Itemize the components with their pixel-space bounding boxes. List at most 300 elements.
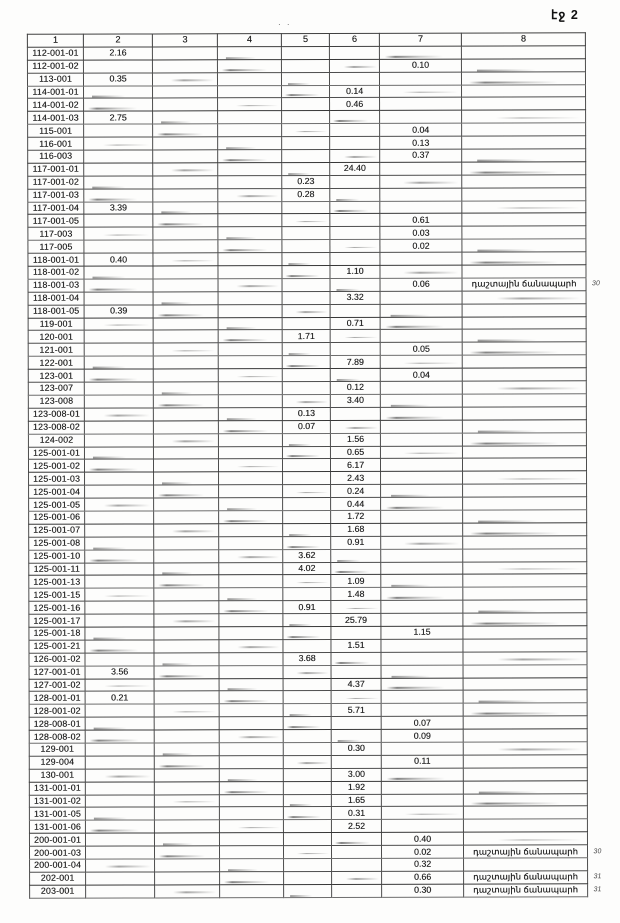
empty-cell (154, 794, 219, 807)
empty-cell (154, 846, 219, 859)
empty-cell (283, 794, 331, 807)
empty-cell (463, 639, 587, 652)
column-header: 8 (461, 33, 585, 46)
empty-cell (380, 110, 462, 123)
empty-cell (463, 536, 587, 549)
code-cell: 125-001-11 (29, 563, 85, 576)
margin-column (584, 33, 617, 46)
margin-note (585, 381, 618, 394)
column-header: 1 (27, 34, 83, 47)
empty-cell (219, 820, 283, 833)
empty-cell (379, 72, 461, 85)
empty-cell (220, 884, 284, 897)
empty-cell (380, 317, 462, 330)
empty-cell (153, 240, 218, 253)
value-cell: 6.17 (330, 459, 380, 472)
empty-cell (329, 72, 379, 85)
empty-cell (85, 550, 154, 563)
empty-cell (218, 407, 282, 420)
empty-cell (85, 537, 154, 550)
value-cell: 0.04 (380, 123, 462, 136)
margin-note (587, 858, 620, 871)
code-cell: 124-002 (28, 434, 84, 447)
empty-cell (283, 768, 331, 781)
empty-cell (284, 858, 332, 871)
empty-cell (464, 858, 588, 871)
empty-cell (219, 549, 283, 562)
empty-cell (282, 124, 330, 137)
margin-note (586, 574, 619, 587)
empty-cell (153, 266, 218, 279)
empty-cell (381, 562, 463, 575)
empty-cell (153, 343, 218, 356)
empty-cell (219, 472, 283, 485)
value-cell: 0.03 (380, 226, 462, 239)
empty-cell (380, 252, 462, 265)
margin-note (585, 200, 618, 213)
empty-cell (462, 420, 586, 433)
value-cell: 2.16 (83, 47, 152, 60)
empty-cell (380, 381, 462, 394)
value-cell: 0.06 (380, 278, 462, 291)
empty-cell (84, 163, 153, 176)
value-cell: 0.30 (382, 884, 464, 897)
margin-note (586, 548, 619, 561)
scan-smudge: · · (278, 20, 292, 29)
empty-cell (283, 472, 331, 485)
empty-cell (86, 885, 155, 898)
value-cell: 3.39 (84, 202, 153, 215)
empty-cell (153, 317, 218, 330)
margin-note (585, 342, 618, 355)
empty-cell (381, 807, 463, 820)
empty-cell (218, 317, 282, 330)
empty-cell (331, 652, 381, 665)
margin-note (586, 523, 619, 536)
empty-cell (283, 588, 331, 601)
margin-note (585, 175, 618, 188)
empty-cell (463, 497, 587, 510)
empty-cell (282, 253, 330, 266)
margin-note (586, 742, 619, 755)
empty-cell (85, 627, 154, 640)
empty-cell (154, 691, 219, 704)
value-cell: 1.65 (331, 794, 381, 807)
margin-note (586, 561, 619, 574)
empty-cell (462, 329, 586, 342)
empty-cell (282, 278, 330, 291)
empty-cell (283, 717, 331, 730)
empty-cell (84, 214, 153, 227)
value-cell: 0.44 (331, 497, 381, 510)
empty-cell (463, 510, 587, 523)
code-cell: 127-001-01 (29, 666, 85, 679)
empty-cell (381, 510, 463, 523)
empty-cell (153, 292, 218, 305)
empty-cell (282, 356, 330, 369)
empty-cell (219, 833, 283, 846)
value-cell: 5.71 (331, 704, 381, 717)
empty-cell (153, 356, 218, 369)
code-cell: 128-001-01 (29, 692, 85, 705)
empty-cell (218, 124, 282, 137)
empty-cell (461, 71, 585, 84)
margin-note (586, 600, 619, 613)
code-cell: 125-001-07 (29, 524, 85, 537)
empty-cell (219, 575, 283, 588)
value-cell: 0.37 (380, 149, 462, 162)
empty-cell (283, 510, 331, 523)
margin-note (586, 793, 619, 806)
code-cell: 129-001 (29, 743, 85, 756)
empty-cell (283, 755, 331, 768)
empty-cell (154, 562, 219, 575)
value-cell: 1.68 (331, 523, 381, 536)
empty-cell (283, 807, 331, 820)
empty-cell (282, 111, 330, 124)
margin-note (586, 613, 619, 626)
empty-cell (462, 368, 586, 381)
margin-note: 31 (592, 886, 602, 894)
empty-cell (85, 472, 154, 485)
empty-cell (153, 382, 218, 395)
value-cell: 1.15 (381, 626, 463, 639)
margin-note (586, 432, 619, 445)
empty-cell (218, 201, 282, 214)
value-cell: 0.10 (379, 59, 461, 72)
code-cell: 117-001-05 (28, 215, 84, 228)
value-cell: 2.43 (331, 472, 381, 485)
empty-cell (155, 859, 220, 872)
empty-cell (381, 781, 463, 794)
value-cell: 3.56 (85, 666, 154, 679)
code-cell: 125-001-13 (29, 576, 85, 589)
empty-cell (463, 613, 587, 626)
empty-cell (463, 652, 587, 665)
empty-cell (283, 704, 331, 717)
margin-note (585, 368, 618, 381)
empty-cell (218, 85, 282, 98)
empty-cell (463, 806, 587, 819)
empty-cell (283, 536, 331, 549)
empty-cell (462, 110, 586, 123)
value-cell: 25.79 (331, 613, 381, 626)
value-cell: 0.12 (330, 381, 380, 394)
empty-cell (283, 846, 331, 859)
empty-cell (330, 201, 380, 214)
code-cell: 123-008-01 (28, 408, 84, 421)
margin-note (587, 806, 620, 819)
empty-cell (330, 252, 380, 265)
note-cell: դաշտային ճանապարհ (464, 871, 588, 884)
empty-cell (282, 137, 330, 150)
empty-cell (463, 587, 587, 600)
code-cell: 131-001-01 (29, 782, 85, 795)
margin-note (585, 136, 618, 149)
code-cell: 123-008 (28, 395, 84, 408)
empty-cell (153, 124, 218, 137)
empty-cell (380, 304, 462, 317)
value-cell: 0.21 (85, 691, 154, 704)
empty-cell (85, 807, 154, 820)
code-cell: 114-001-02 (28, 99, 84, 112)
empty-cell (380, 433, 462, 446)
empty-cell (218, 343, 282, 356)
empty-cell (463, 832, 587, 845)
empty-cell (462, 265, 586, 278)
empty-cell (331, 626, 381, 639)
empty-cell (84, 395, 153, 408)
empty-cell (381, 549, 463, 562)
empty-cell (283, 665, 331, 678)
value-cell: 3.32 (330, 291, 380, 304)
column-header: 5 (281, 33, 329, 46)
empty-cell (380, 265, 462, 278)
code-cell: 128-008-02 (29, 730, 85, 743)
empty-cell (331, 691, 381, 704)
empty-cell (154, 820, 219, 833)
empty-cell (331, 562, 381, 575)
margin-note (585, 407, 618, 420)
value-cell: 0.05 (380, 343, 462, 356)
empty-cell (282, 266, 330, 279)
empty-cell (219, 807, 283, 820)
empty-cell (381, 523, 463, 536)
value-cell: 0.28 (282, 188, 330, 201)
empty-cell (220, 871, 284, 884)
empty-cell (332, 858, 382, 871)
code-cell: 118-001-04 (28, 292, 84, 305)
empty-cell (463, 703, 587, 716)
code-cell: 115-001 (28, 124, 84, 137)
empty-cell (154, 511, 219, 524)
empty-cell (381, 471, 463, 484)
empty-cell (282, 317, 330, 330)
empty-cell (463, 755, 587, 768)
code-cell: 112-001-02 (27, 60, 83, 73)
code-cell: 131-001-02 (29, 795, 85, 808)
margin-note (585, 123, 618, 136)
empty-cell (462, 200, 586, 213)
empty-cell (84, 318, 153, 331)
column-header: 7 (379, 33, 461, 46)
empty-cell (153, 137, 218, 150)
value-cell: 1.71 (282, 330, 330, 343)
empty-cell (155, 885, 220, 898)
empty-cell (219, 730, 283, 743)
empty-cell (154, 537, 219, 550)
column-header: 2 (83, 34, 152, 47)
empty-cell (85, 846, 154, 859)
empty-cell (154, 730, 219, 743)
value-cell: 0.91 (331, 536, 381, 549)
value-cell: 1.56 (330, 433, 380, 446)
empty-cell (85, 782, 154, 795)
empty-cell (153, 98, 218, 111)
empty-cell (380, 355, 462, 368)
empty-cell (154, 575, 219, 588)
empty-cell (330, 188, 380, 201)
empty-cell (381, 587, 463, 600)
empty-cell (462, 407, 586, 420)
empty-cell (84, 86, 153, 99)
empty-cell (330, 149, 380, 162)
value-cell: 1.48 (331, 588, 381, 601)
value-cell: 0.30 (331, 742, 381, 755)
value-cell: 0.39 (84, 305, 153, 318)
empty-cell (218, 266, 282, 279)
margin-note (585, 265, 618, 278)
margin-note (585, 329, 618, 342)
empty-cell (330, 175, 380, 188)
empty-cell (219, 846, 283, 859)
empty-cell (463, 600, 587, 613)
empty-cell (84, 176, 153, 189)
empty-cell (330, 111, 380, 124)
empty-cell (85, 833, 154, 846)
empty-cell (331, 833, 381, 846)
empty-cell (219, 485, 283, 498)
empty-cell (282, 382, 330, 395)
code-cell: 129-004 (29, 756, 85, 769)
empty-cell (84, 434, 153, 447)
code-cell: 123-007 (28, 382, 84, 395)
empty-cell (380, 291, 462, 304)
empty-cell (462, 187, 586, 200)
margin-note (586, 755, 619, 768)
empty-cell (85, 601, 154, 614)
empty-cell (154, 653, 219, 666)
margin-note (585, 316, 618, 329)
empty-cell (154, 769, 219, 782)
code-cell: 125-001-03 (29, 472, 85, 485)
value-cell: 0.40 (84, 253, 153, 266)
margin-note (586, 484, 619, 497)
table-body (27, 46, 618, 898)
code-cell: 117-001-04 (28, 202, 84, 215)
margin-note (585, 110, 618, 123)
empty-cell (154, 627, 219, 640)
empty-cell (153, 420, 218, 433)
empty-cell (330, 330, 380, 343)
margin-note (585, 71, 618, 84)
empty-cell (218, 369, 282, 382)
value-cell: 0.66 (382, 871, 464, 884)
empty-cell (282, 201, 330, 214)
empty-cell (218, 137, 282, 150)
value-cell: 1.51 (331, 639, 381, 652)
empty-cell (462, 458, 586, 471)
empty-cell (462, 445, 586, 458)
value-cell: 3.68 (283, 652, 331, 665)
empty-cell (331, 601, 381, 614)
value-cell: 0.13 (282, 407, 330, 420)
margin-note (585, 303, 618, 316)
empty-cell (85, 640, 154, 653)
empty-cell (282, 369, 330, 382)
empty-cell (85, 730, 154, 743)
empty-cell (152, 72, 217, 85)
empty-cell (153, 163, 218, 176)
empty-cell (84, 227, 153, 240)
margin-note (586, 729, 619, 742)
empty-cell (154, 472, 219, 485)
page-number: էջ 2 (551, 8, 579, 22)
empty-cell (381, 678, 463, 691)
code-cell: 125-001-01 (28, 447, 84, 460)
value-cell: 0.02 (381, 845, 463, 858)
empty-cell (219, 704, 283, 717)
empty-cell (84, 137, 153, 150)
value-cell: 0.91 (283, 601, 331, 614)
value-cell: 0.65 (330, 446, 380, 459)
code-cell: 127-001-02 (29, 679, 85, 692)
code-cell: 200-001-03 (29, 846, 85, 859)
empty-cell (85, 575, 154, 588)
value-cell: 1.92 (331, 781, 381, 794)
empty-cell (381, 639, 463, 652)
empty-cell (83, 60, 152, 73)
empty-cell (462, 162, 586, 175)
empty-cell (152, 47, 217, 60)
empty-cell (380, 201, 462, 214)
empty-cell (463, 471, 587, 484)
empty-cell (219, 743, 283, 756)
empty-cell (380, 330, 462, 343)
empty-cell (153, 176, 218, 189)
empty-cell (218, 214, 282, 227)
empty-cell (330, 136, 380, 149)
empty-cell (218, 163, 282, 176)
empty-cell (154, 704, 219, 717)
value-cell: 0.14 (330, 85, 380, 98)
empty-cell (219, 781, 283, 794)
empty-cell (462, 316, 586, 329)
empty-cell (153, 330, 218, 343)
empty-cell (381, 536, 463, 549)
empty-cell (463, 793, 587, 806)
empty-cell (154, 640, 219, 653)
empty-cell (153, 304, 218, 317)
empty-cell (463, 484, 587, 497)
empty-cell (462, 136, 586, 149)
empty-cell (282, 459, 330, 472)
empty-cell (461, 46, 585, 59)
margin-note: 31 (592, 873, 602, 881)
code-cell: 116-001 (28, 137, 84, 150)
empty-cell (282, 240, 330, 253)
empty-cell (380, 188, 462, 201)
code-cell: 125-001-06 (29, 511, 85, 524)
empty-cell (283, 833, 331, 846)
empty-cell (463, 523, 587, 536)
code-cell: 113-001 (27, 73, 83, 86)
value-cell: 3.00 (331, 768, 381, 781)
code-cell: 203-001 (30, 885, 86, 898)
empty-cell (154, 743, 219, 756)
empty-cell (218, 330, 282, 343)
empty-cell (154, 717, 219, 730)
empty-cell (331, 729, 381, 742)
empty-cell (154, 756, 219, 769)
empty-cell (463, 729, 587, 742)
code-cell: 114-001-03 (28, 111, 84, 124)
empty-cell (84, 279, 153, 292)
value-cell: 0.46 (330, 98, 380, 111)
margin-note (586, 626, 619, 639)
empty-cell (463, 819, 587, 832)
value-cell: 0.35 (83, 73, 152, 86)
